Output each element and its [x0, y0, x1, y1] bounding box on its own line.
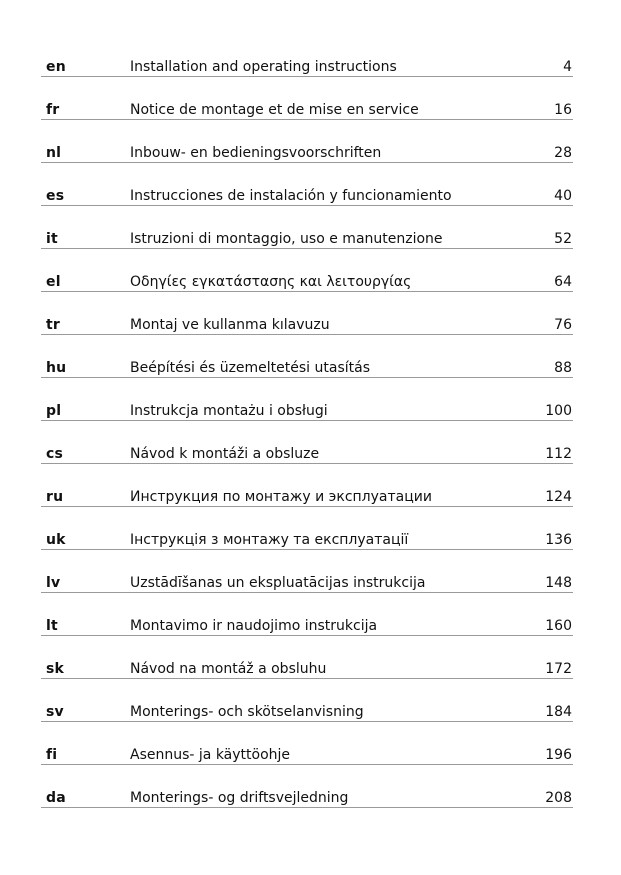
language-code: it — [46, 231, 58, 247]
row-divider — [41, 334, 573, 335]
page-number: 76 — [554, 317, 572, 333]
page-number: 160 — [545, 618, 572, 634]
row-divider — [41, 764, 573, 765]
toc-row-da[interactable] — [41, 783, 573, 826]
page-number: 112 — [545, 446, 572, 462]
manual-title[interactable]: Instrukcja montażu i obsługi — [130, 403, 328, 419]
row-divider — [41, 807, 573, 808]
language-code: pl — [46, 403, 62, 419]
language-code: da — [46, 790, 66, 806]
toc-row-fr[interactable] — [41, 95, 573, 138]
page-number: 16 — [554, 102, 572, 118]
row-divider — [41, 248, 573, 249]
row-divider — [41, 463, 573, 464]
toc-row-it[interactable] — [41, 224, 573, 267]
toc-row-pl[interactable] — [41, 396, 573, 439]
page-number: 28 — [554, 145, 572, 161]
toc-row-fi[interactable] — [41, 740, 573, 783]
row-divider — [41, 291, 573, 292]
manual-title[interactable]: Asennus- ja käyttöohje — [130, 747, 291, 763]
language-code: tr — [46, 317, 60, 333]
row-divider — [41, 162, 573, 163]
manual-title[interactable]: Installation and operating instructions — [130, 59, 397, 75]
manual-title[interactable]: Інструкція з монтажу та експлуатації — [130, 532, 409, 548]
page-number: 100 — [545, 403, 572, 419]
page-number: 64 — [554, 274, 572, 290]
toc-row-es[interactable] — [41, 181, 573, 224]
toc-row-nl[interactable] — [41, 138, 573, 181]
language-code: fi — [46, 747, 58, 763]
page-number: 196 — [545, 747, 572, 763]
toc-row-lt[interactable] — [41, 611, 573, 654]
language-code: el — [46, 274, 61, 290]
manual-title[interactable]: Návod na montáž a obsluhu — [130, 661, 327, 677]
language-code: nl — [46, 145, 62, 161]
language-code: en — [46, 59, 66, 75]
manual-title[interactable]: Инструкция по монтажу и эксплуатации — [130, 489, 432, 505]
toc-row-sv[interactable] — [41, 697, 573, 740]
toc-row-uk[interactable] — [41, 525, 573, 568]
manual-title[interactable]: Instrucciones de instalación y funcionamiento — [130, 188, 452, 204]
toc-row-lv[interactable] — [41, 568, 573, 611]
page-number: 136 — [545, 532, 572, 548]
language-code: es — [46, 188, 65, 204]
row-divider — [41, 377, 573, 378]
toc-row-sk[interactable] — [41, 654, 573, 697]
toc-row-tr[interactable] — [41, 310, 573, 353]
row-divider — [41, 635, 573, 636]
toc-row-cs[interactable] — [41, 439, 573, 482]
manual-title[interactable]: Notice de montage et de mise en service — [130, 102, 419, 118]
toc-row-hu[interactable] — [41, 353, 573, 396]
page-number: 184 — [545, 704, 572, 720]
row-divider — [41, 592, 573, 593]
row-divider — [41, 76, 573, 77]
manual-title[interactable]: Istruzioni di montaggio, uso e manutenzione — [130, 231, 443, 247]
page-number: 124 — [545, 489, 572, 505]
row-divider — [41, 119, 573, 120]
page-number: 52 — [554, 231, 572, 247]
language-code: uk — [46, 532, 66, 548]
row-divider — [41, 721, 573, 722]
page-number: 148 — [545, 575, 572, 591]
row-divider — [41, 549, 573, 550]
manual-title[interactable]: Návod k montáži a obsluze — [130, 446, 320, 462]
manual-title[interactable]: Montavimo ir naudojimo instrukcija — [130, 618, 378, 634]
manual-title[interactable]: Monterings- og driftsvejledning — [130, 790, 349, 806]
page-number: 208 — [545, 790, 572, 806]
page-number: 88 — [554, 360, 572, 376]
page-number: 40 — [554, 188, 572, 204]
row-divider — [41, 420, 573, 421]
manual-title[interactable]: Οδηγίες εγκατάστασης και λειτουργίας — [130, 274, 412, 290]
manual-title[interactable]: Inbouw- en bedieningsvoorschriften — [130, 145, 382, 161]
row-divider — [41, 678, 573, 679]
language-code: lt — [46, 618, 58, 634]
page-number: 172 — [545, 661, 572, 677]
manual-title[interactable]: Beépítési és üzemeltetési utasítás — [130, 360, 371, 376]
language-code: cs — [46, 446, 64, 462]
row-divider — [41, 205, 573, 206]
language-code: ru — [46, 489, 64, 505]
row-divider — [41, 506, 573, 507]
page-number: 4 — [563, 59, 572, 75]
toc-row-en[interactable] — [41, 52, 573, 95]
language-code: hu — [46, 360, 67, 376]
manual-title[interactable]: Uzstādīšanas un ekspluatācijas instrukcija — [130, 575, 426, 591]
language-code: lv — [46, 575, 61, 591]
table-of-contents — [41, 52, 573, 826]
language-code: fr — [46, 102, 60, 118]
manual-title[interactable]: Monterings- och skötselanvisning — [130, 704, 364, 720]
language-code: sv — [46, 704, 64, 720]
manual-title[interactable]: Montaj ve kullanma kılavuzu — [130, 317, 330, 333]
toc-row-ru[interactable] — [41, 482, 573, 525]
toc-row-el[interactable] — [41, 267, 573, 310]
language-code: sk — [46, 661, 65, 677]
